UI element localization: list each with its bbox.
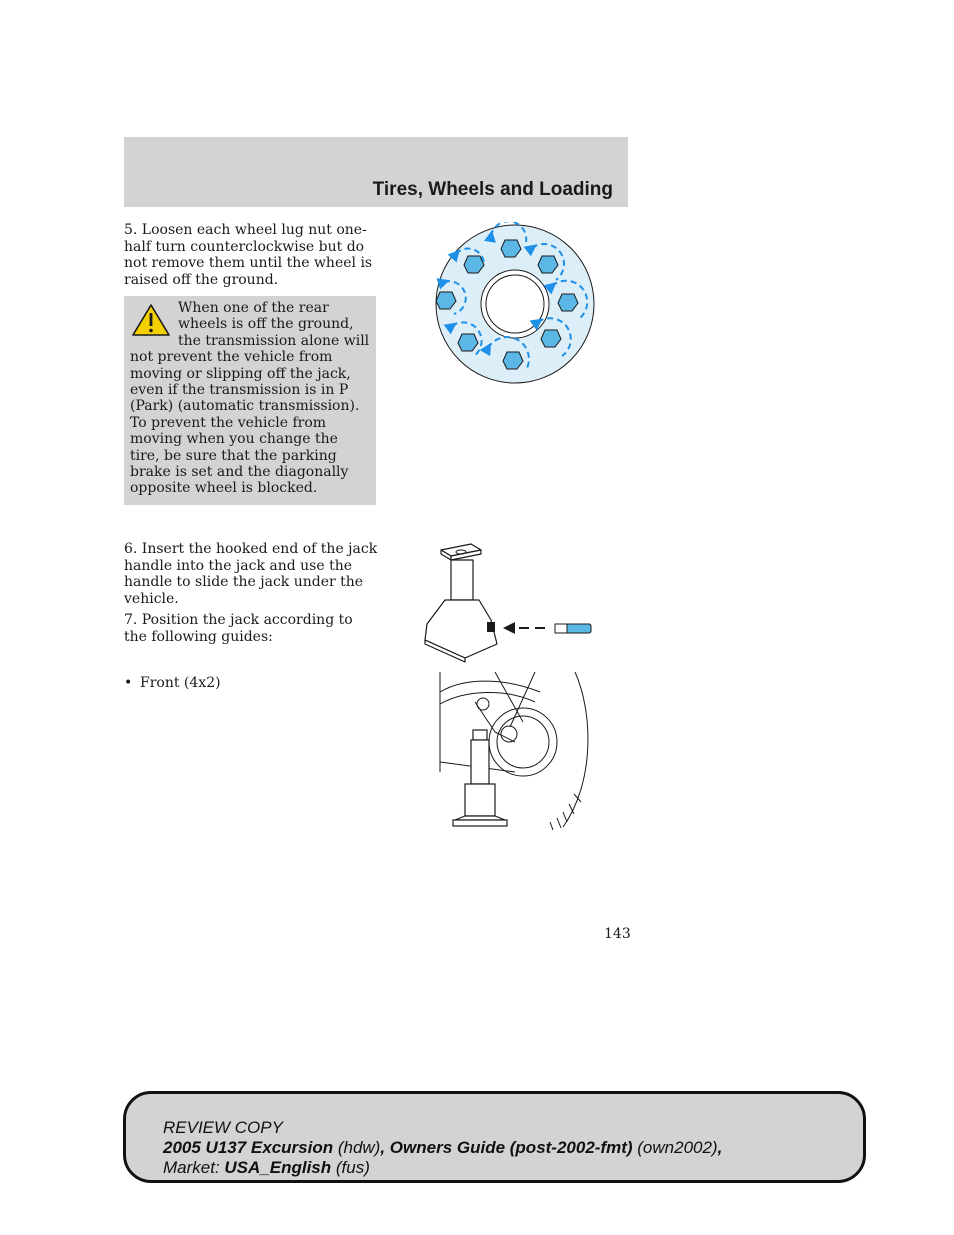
bullet-dot: •: [124, 675, 133, 691]
footer-line-1: REVIEW COPY: [163, 1118, 283, 1137]
section-title: Tires, Wheels and Loading: [372, 179, 613, 200]
front-jack-position-illustration: [435, 672, 590, 832]
warning-triangle-icon: [130, 302, 172, 338]
step-6-text: 6. Insert the hooked end of the jack handle into the jack and use the handle to slide the jack under the vehicle.: [124, 541, 378, 607]
jack-and-handle-illustration: [415, 540, 595, 665]
review-copy-footer: [123, 1091, 866, 1183]
wheel-lug-nuts-illustration: [430, 222, 600, 386]
bullet-label: Front (4x2): [140, 675, 221, 691]
step-5-text: 5. Loosen each wheel lug nut one-half turn counterclockwise but do not remove them until the wheel is raised off the ground.: [124, 222, 373, 288]
bullet-front-4x2: [124, 675, 379, 692]
section-header-band: [124, 137, 628, 207]
warning-text: When one of the rear wheels is off the ground, the transmission alone will not prevent the vehicle from moving or slipping off the jack, even if the transmission is in P (Park) (automatic transmission). To prevent the vehicle from moving when you change the tire, be sure that the parking brake is set and the diagonally opposite wheel is blocked.: [130, 300, 370, 497]
page-number: 143: [604, 926, 631, 942]
step-7-text: 7. Position the jack according to the following guides:: [124, 612, 353, 645]
footer-text: [163, 1118, 722, 1178]
warning-box: [124, 296, 376, 505]
footer-line-2: 2005 U137 Excursion (hdw), Owners Guide (post-2002-fmt) (own2002),: [163, 1138, 723, 1157]
footer-line-3: Market: USA_English (fus): [163, 1158, 370, 1177]
